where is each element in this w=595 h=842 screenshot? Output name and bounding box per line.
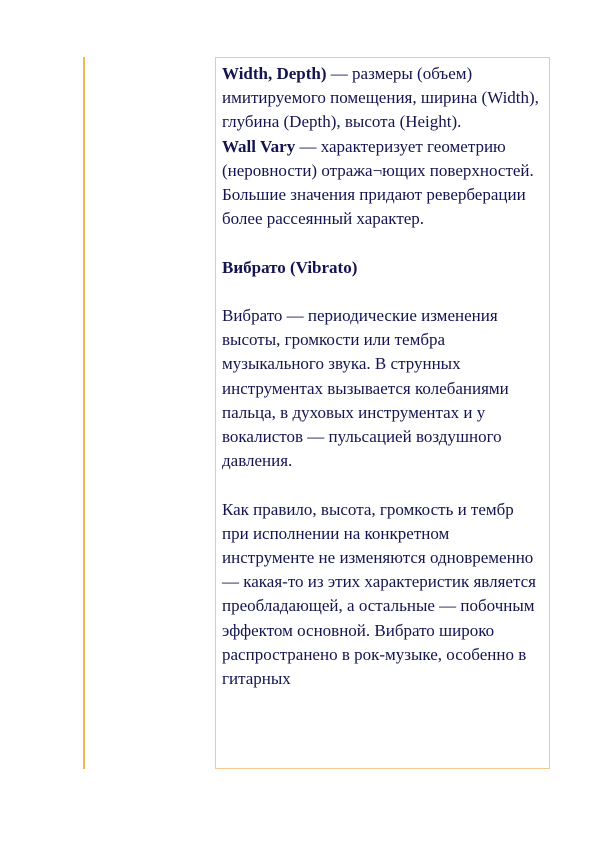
- margin-rule: [83, 57, 85, 769]
- term-width-depth: Width, Depth): [222, 64, 327, 83]
- spacer: [222, 473, 543, 497]
- text-width-depth: — размеры (объем) имитируемого помещения, ширина (Width), глубина (Depth), высота (Height).: [222, 64, 539, 132]
- text-frame: [215, 57, 550, 769]
- paragraph-vibrato-definition: Вибрато — периодические изменения высоты, громкости или тембра музыкального звука. В струнных инструментах вызывается колебаниями пальца, в духовых инструментах и у вокалистов — пульсацией воздушного давления.: [222, 306, 509, 471]
- paragraph-vibrato-usage: Как правило, высота, громкость и тембр при исполнении на конкретном инструменте не изменяются одновременно — какая-то из этих характеристик является преобладающей, а остальные — побочным эффектом основной. Вибрато широко распространено в рок-музыке, особенно в гитарных: [222, 499, 536, 689]
- section-heading-vibrato: [222, 256, 543, 280]
- term-wall-vary: Wall Vary: [222, 136, 296, 156]
- spacer: [222, 231, 543, 255]
- heading-text: Вибрато (Vibrato): [222, 257, 358, 277]
- text-wall-vary: — характеризует геометрию (неровности) отража¬ющих поверхностей. Большие значения придают реверберации более рассеянный характер.: [222, 136, 534, 229]
- paragraph-width-depth: [222, 62, 543, 135]
- spacer: [222, 280, 543, 304]
- paragraph-wall-vary: [222, 135, 543, 232]
